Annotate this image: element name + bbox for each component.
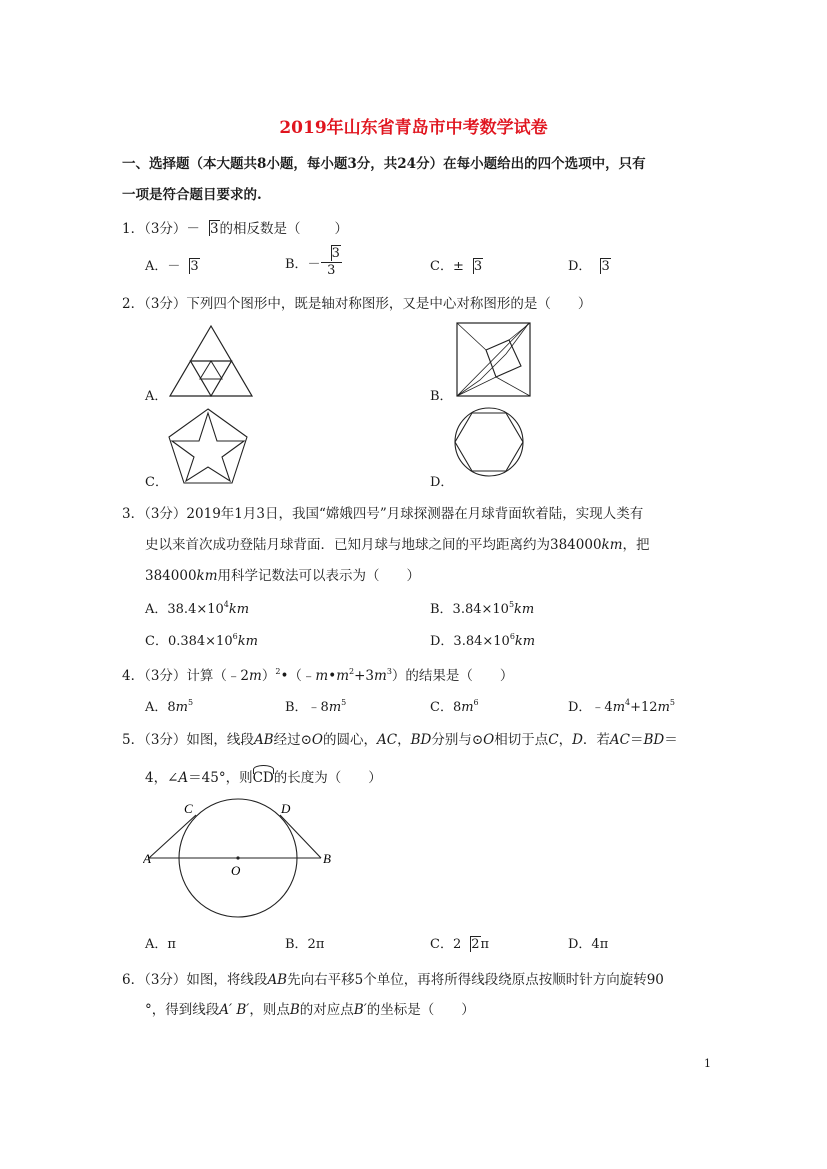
question-1	[122, 217, 348, 237]
question-3-line2: 史以来首次成功登陆月球背面．已知月球与地球之间的平均距离约为384000km，把	[145, 537, 650, 553]
question-6-line1: 6．（3分）如图，将线段AB先向右平移5个单位，再将所得线段绕原点按顺时针方向旋转90	[122, 972, 664, 988]
q1-radicand: 3	[209, 221, 219, 237]
figure-triangle-a	[168, 324, 254, 398]
figure-circle-tangent	[143, 795, 343, 925]
figure-star-c	[165, 407, 251, 485]
q1-suffix: 的相反数是（	[219, 221, 301, 237]
figure-square-b	[456, 322, 531, 397]
q3-option-a: A．$38.4\times 10^4km$	[145, 600, 250, 617]
figure-hexagon-d	[453, 406, 525, 478]
label-d: D	[281, 801, 291, 816]
q1-prefix: 1．（3分）－	[122, 221, 200, 237]
label-b: B	[323, 851, 331, 866]
q5-option-b: B．2π	[285, 937, 325, 952]
question-5-line2: 4，∠A＝45°，则CD的长度为（ ）	[145, 770, 382, 786]
q1-close: ）	[334, 221, 349, 237]
q3-option-d: D．$3.84\times 10^6km$	[430, 632, 536, 649]
q3-option-c: C．$0.384\times 10^6km$	[145, 632, 258, 649]
q1-option-c: C．± 3	[430, 259, 483, 274]
question-3-line3: 384000km用科学记数法可以表示为（ ）	[145, 568, 421, 584]
question-5-line1: 5．（3分）如图，线段AB经过⊙O的圆心，AC，BD分别与⊙O相切于点C，D．若AC＝BD＝	[122, 732, 678, 748]
question-3-line1: 3．（3分）2019年1月3日，我国“嫦娥四号”月球探测器在月球背面软着陆，实现人类有	[122, 506, 644, 522]
section-heading-line2: 一项是符合题目要求的.	[122, 187, 262, 203]
label-a: A	[143, 851, 151, 866]
question-2: 2．（3分）下列四个图形中，既是轴对称图形，又是中心对称图形的是（ ）	[122, 296, 592, 312]
q1-option-b: B．－ $\frac{3}{3}$	[285, 246, 340, 278]
q5-option-d: D．4π	[568, 937, 609, 952]
q4-option-c: C．$8m^6$	[430, 698, 479, 715]
label-o: O	[231, 863, 241, 878]
q1-option-d: D． 3	[568, 259, 610, 274]
q3-option-b: B．$3.84\times 10^5km$	[430, 600, 535, 617]
q4-option-a: A．$8m^5$	[145, 698, 194, 715]
section-heading-line1: 一、选择题（本大题共8小题，每小题3分，共24分）在每小题给出的四个选项中，只有	[122, 156, 646, 172]
q5-option-a: A．π	[145, 937, 176, 952]
arc-cd: CD	[252, 770, 274, 786]
q5-option-c: C．2 2π	[430, 937, 490, 952]
sqrt-symbol	[200, 221, 220, 237]
question-4: 4．（3分）计算$(﹣2m)^2•(﹣m•m^2+3m^3)$的结果是（ ）	[122, 667, 514, 684]
question-6-line2: °，得到线段A′ B′，则点B的对应点B′的坐标是（ ）	[145, 1002, 475, 1018]
q2-option-b-label: B．	[430, 389, 453, 404]
q4-option-d: D．$﹣4m^4+12m^5$	[568, 698, 675, 715]
label-c: C	[184, 801, 193, 816]
q2-option-d-label: D．	[430, 475, 454, 490]
q1-option-a: A．－ 3	[145, 259, 199, 274]
page-title: 2019年山东省青岛市中考数学试卷	[279, 118, 548, 138]
q2-option-a-label: A．	[145, 389, 168, 404]
page-number: 1	[704, 1057, 711, 1070]
q4-option-b: B．$﹣8m^5$	[285, 698, 347, 715]
q2-option-c-label: C．	[145, 475, 168, 490]
